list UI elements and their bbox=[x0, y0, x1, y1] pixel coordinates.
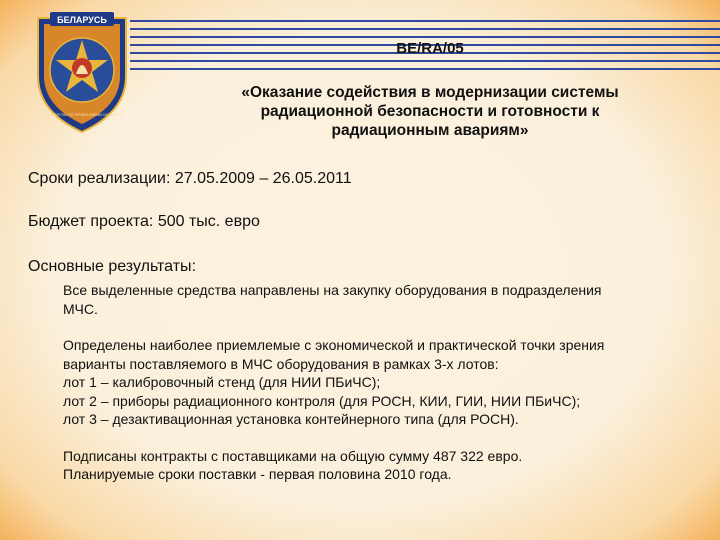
results-line: Подписаны контракты с поставщиками на общую сумму 487 322 евро. bbox=[63, 447, 523, 464]
results-label: Основные результаты bbox=[28, 258, 192, 275]
results-list bbox=[63, 281, 693, 484]
mchs-emblem-icon bbox=[28, 4, 136, 136]
results-line: лот 3 – дезактивационная установка контейнерного типа (для РОСН). bbox=[63, 411, 519, 427]
project-title-line: «Оказание содействия в модернизации системы bbox=[241, 84, 619, 101]
project-code: BE/RA/05 bbox=[396, 40, 464, 57]
results-line: МЧС. bbox=[63, 300, 98, 317]
results-line: Все выделенные средства направлены на закупку оборудования в подразделения bbox=[63, 282, 602, 298]
terms-line bbox=[28, 170, 352, 188]
emblem-top-text: БЕЛАРУСЬ bbox=[57, 15, 107, 25]
project-title-line: радиационной безопасности и готовности к bbox=[260, 103, 600, 120]
terms-value: : 27.05.2009 – 26.05.2011 bbox=[165, 170, 352, 187]
results-colon: : bbox=[191, 258, 197, 275]
project-title-line: радиационным авариям» bbox=[331, 122, 529, 139]
budget-line bbox=[28, 213, 260, 231]
results-line: лот 2 – приборы радиационного контроля (для РОСН, КИИ, ГИИ, НИИ ПБиЧС); bbox=[63, 392, 581, 409]
project-title bbox=[180, 83, 680, 140]
emblem-ring-text: МИНИСТЕРСТВО ПО ЧРЕЗВЫЧАЙНЫМ СИТУАЦИЯМ bbox=[41, 113, 123, 117]
results-heading bbox=[28, 258, 196, 276]
budget-value: : 500 тыс. евро bbox=[148, 213, 260, 230]
results-line: варианты поставляемого в МЧС оборудования в рамках 3-х лотов: bbox=[63, 355, 499, 372]
budget-label: Бюджет проекта bbox=[28, 213, 149, 230]
terms-label: Сроки реализации bbox=[28, 170, 166, 187]
results-line: Планируемые сроки поставки - первая половина 2010 года. bbox=[63, 466, 452, 482]
results-line: Определены наиболее приемлемые с экономической и практической точки зрения bbox=[63, 337, 605, 353]
header bbox=[180, 40, 680, 140]
results-line: лот 1 – калибровочный стенд (для НИИ ПБиЧС); bbox=[63, 374, 381, 390]
